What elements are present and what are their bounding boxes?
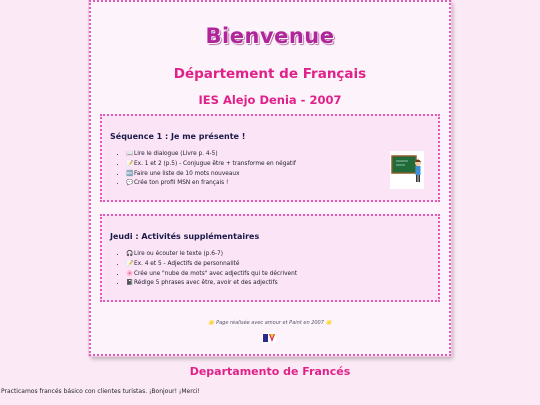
sequence-list xyxy=(116,150,296,189)
extras-title: Jeudi : Activités supplémentaires xyxy=(110,232,260,241)
bottom-description: Practicamos francés básico con clientes turistas. ¡Bonjour! ¡Merci! xyxy=(1,388,200,395)
teacher-blackboard-icon xyxy=(390,151,424,189)
book-icon: 📖 xyxy=(126,151,134,157)
small-logo-icon xyxy=(262,333,276,343)
list-item: • 📖Lire le dialogue (Livre p. 4-5) xyxy=(126,150,296,160)
list-item: • 🌸Crée une "nube de mots" avec adjectifs qui te décrivent xyxy=(126,270,297,280)
welcome-title: Bienvenue xyxy=(205,24,335,48)
department-heading: Département de Français xyxy=(173,66,367,82)
school-heading: IES Alejo Denia - 2007 xyxy=(198,93,342,107)
list-item: • 📝Ex. 4 et 5 - Adjectifs de personnalité xyxy=(126,260,297,270)
list-item: • 📓Rédige 5 phrases avec être, avoir et des adjectifs xyxy=(126,279,297,289)
list-item: • 🎧Lire ou écouter le texte (p.6-7) xyxy=(126,250,297,260)
main-card xyxy=(89,0,451,356)
notebook-icon: 📓 xyxy=(126,280,134,287)
list-item: • 🔤Faire une liste de 10 mots nouveaux xyxy=(126,170,296,180)
bottom-heading: Departamento de Francés xyxy=(189,365,351,378)
memo-icon: 📝 xyxy=(126,160,134,167)
headphones-icon: 🎧 xyxy=(126,251,134,257)
extras-list xyxy=(116,250,297,289)
memo-icon: 📝 xyxy=(126,260,134,267)
sequence-title: Séquence 1 : Je me présente ! xyxy=(110,132,246,141)
extras-box xyxy=(100,214,440,302)
credit-line: 🌟 Page réalisée avec amour et Paint en 2007 🌟 xyxy=(208,320,332,326)
list-item: • 💬Crée ton profil MSN en français ! xyxy=(126,179,296,189)
speech-bubble-icon: 💬 xyxy=(126,180,134,187)
flower-icon: 🌸 xyxy=(126,270,134,277)
sequence-box xyxy=(100,114,440,202)
list-item: • 📝Ex. 1 et 2 (p.5) - Conjugue être + transforme en négatif xyxy=(126,160,296,170)
abc-icon: 🔤 xyxy=(126,170,134,177)
